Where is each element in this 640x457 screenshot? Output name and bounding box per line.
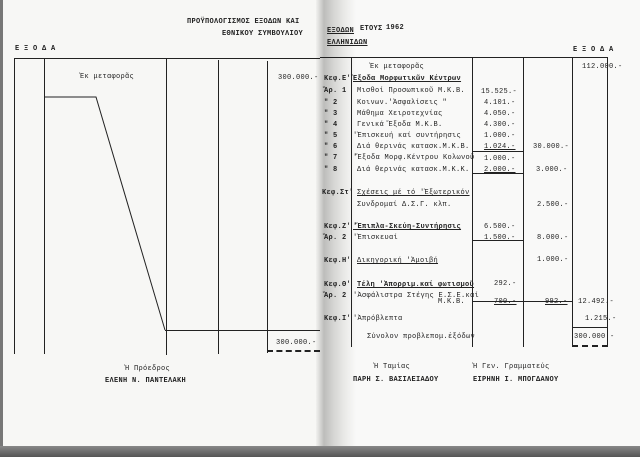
row-col1: 15.525.- [481, 88, 518, 96]
row-col3: 12.492.- [578, 298, 615, 306]
row-code: Ἄρ. 1 [324, 87, 347, 95]
row-desc: Κοινων.'Ἀσφαλίσεις " [357, 99, 448, 107]
left-title-line2: ΕΘΝΙΚΟΥ ΣΥΜΒΟΥΛΙΟΥ [222, 30, 304, 38]
row-col1: 1.000.- [484, 132, 516, 140]
row-desc: Γενικά Ἔξοδα Μ.Κ.Β. [357, 121, 443, 129]
row-col2: 2.500.- [537, 201, 569, 209]
row-code: Κεφ.Ι' [324, 315, 352, 323]
right-carried-forward-value: 112.000.- [582, 63, 623, 71]
left-total-value: 300.000.- [276, 339, 317, 347]
row-desc: Δικηγορική 'Ἀμοιβή [357, 257, 439, 265]
row-code: Κεφ.Ε' [324, 75, 352, 83]
page-bottom-edge [0, 446, 640, 457]
row-col2: 1.000.- [537, 256, 569, 264]
row-code: " 4 [324, 121, 338, 129]
row-desc: 'Ἔπιπλα-Σκεύη-Συντήρησις [353, 223, 462, 231]
right-carried-forward-label: Ἐκ μεταφορᾶς [370, 63, 425, 71]
row-desc: Ἔξοδα Μορφωτικῶν Κέντρων [353, 75, 462, 83]
row-code: Κεφ.Θ' [324, 281, 352, 289]
right-title-word1: ΕΞΟΔΩΝ [327, 27, 355, 35]
signature-name-treasurer: ΠΑΡΗ Σ. ΒΑΣΙΛΕΙΑΔΟΥ [353, 376, 439, 384]
row-desc: Διά θερινάς κατασκ.Μ.Κ.Κ. [357, 166, 470, 174]
row-col1: 2.000.- [484, 166, 516, 174]
row-desc: Διά θερινάς κατασκ.Μ.Κ.Β. [357, 143, 470, 151]
left-carried-forward-value: 300.000.- [278, 74, 319, 82]
row-code: " 3 [324, 110, 338, 118]
row-col3: 300.000.- [574, 333, 615, 341]
row-col1: 4.050.- [484, 110, 516, 118]
row-col2: 8.000.- [537, 234, 569, 242]
left-signature-name: ΕΛΕΝΗ Ν. ΠΑΝΤΕΛΑΚΗ [105, 377, 187, 385]
row-desc: Σχέσεις μέ τό 'Ἐξωτερικόν [357, 189, 470, 197]
row-col1: 700.- [494, 298, 517, 306]
row-col1: 1.024.- [484, 143, 516, 151]
row-desc: 'Ἀσφάλιστρα Στέγης Ε.Σ.Ε.καί [353, 292, 480, 300]
row-col1: 4.300.- [484, 121, 516, 129]
row-col3: 1.215.- [585, 315, 617, 323]
right-title-line2: ΕΛΛΗΝΙΔΩΝ [327, 39, 368, 47]
row-desc: 'Ἔξοδα Μορφ.Κέντρου Κολωνοῦ [353, 154, 475, 162]
left-signature-role: Ἡ Πρόεδρος [125, 365, 171, 373]
signature-role-treasurer: Ἡ Ταμίας [374, 363, 411, 371]
row-desc: 'Ἀπρόβλεπτα [353, 315, 403, 323]
row-desc: 'Ἐπισκευαί [353, 234, 399, 242]
row-code: " 8 [324, 166, 338, 174]
right-title-year: 1962 [386, 24, 405, 32]
left-section-label: Ε Ξ Ο Δ Α [15, 45, 56, 53]
right-title-word2: ΕΤΟΥΣ [360, 25, 383, 33]
row-desc: Τέλη 'Ἀπορριμ.καί φωτισμοῦ [357, 281, 475, 289]
row-desc: Μισθοί Προσωπικοῦ Μ.Κ.Β. [357, 87, 466, 95]
row-col1: 292.- [494, 280, 517, 288]
row-col1: 4.101.- [484, 99, 516, 107]
row-col2: 3.000.- [536, 166, 568, 174]
row-code: Ἄρ. 2 [324, 234, 347, 242]
row-code: Κεφ.Η' [324, 257, 352, 265]
cancel-stroke-line [0, 0, 320, 360]
row-code: " 6 [324, 143, 338, 151]
signature-role-secretary: Ἡ Γεν. Γραμματεύς [473, 363, 550, 371]
left-carried-forward-label: Ἐκ μεταφορᾶς [80, 73, 135, 81]
left-title-line1: ΠΡΟΫΠΟΛΟΓΙΣΜΟΣ ΕΞΟΔΩΝ ΚΑΙ [187, 18, 300, 26]
row-col1: 1.000.- [484, 155, 516, 163]
row-col2: 992.- [545, 298, 568, 306]
row-code: Κεφ.Στ' [322, 189, 354, 197]
row-code: " 2 [324, 99, 338, 107]
row-desc: Μάθημα Χειροτεχνίας [357, 110, 443, 118]
row-code: " 7 [324, 154, 338, 162]
row-col2: 30.000.- [533, 143, 570, 151]
signature-name-secretary: ΕΙΡΗΝΗ Ι. ΜΠΟΓΔΑΝΟΥ [473, 376, 559, 384]
row-code: Κεφ.Ζ' [324, 223, 352, 231]
right-section-label: Ε Ξ Ο Δ Α [573, 46, 614, 54]
row-desc-cont: Μ.Κ.Β. [438, 298, 466, 306]
row-desc: Συνδρομαί Δ.Σ.Γ. κλπ. [357, 201, 452, 209]
row-desc: Σύνολον προβλεπομ.ἐξόδων [367, 333, 476, 341]
row-code: " 5 [324, 132, 338, 140]
row-col1: 1.500.- [484, 234, 516, 242]
row-col1: 6.500.- [484, 223, 516, 231]
row-code: Ἄρ. 2 [324, 292, 347, 300]
row-desc: 'Ἐπισκευή καί συντήρησις [353, 132, 462, 140]
